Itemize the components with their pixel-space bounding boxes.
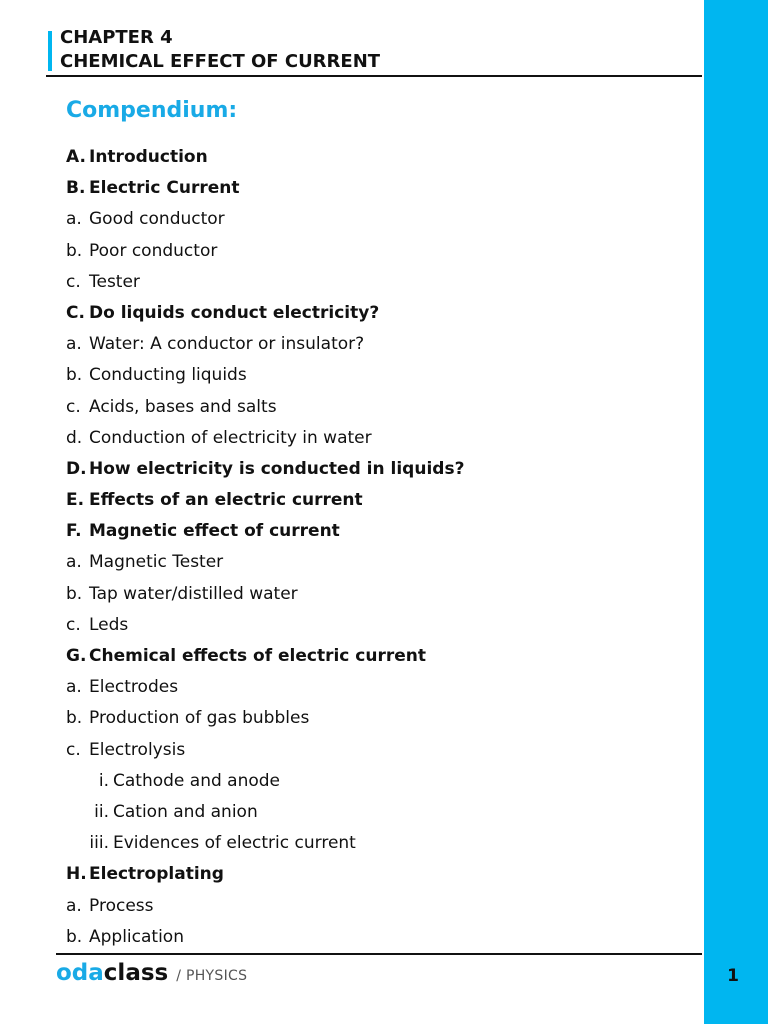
- toc-text: Magnetic Tester: [89, 552, 224, 573]
- footer: [56, 960, 247, 988]
- side-color-bar: [704, 0, 768, 1024]
- toc-entry: [66, 677, 686, 708]
- toc-marker: A.: [66, 147, 86, 167]
- toc-marker: b.: [66, 583, 83, 604]
- toc-entry: [66, 178, 686, 209]
- toc-entry: [66, 490, 686, 521]
- toc-entry: [66, 740, 686, 771]
- toc-marker: i.: [98, 770, 109, 791]
- toc-entry: [66, 303, 686, 334]
- toc-marker: a.: [66, 209, 82, 230]
- toc-marker: b.: [66, 365, 83, 386]
- toc-marker: iii.: [89, 833, 109, 854]
- toc-entry: [66, 708, 686, 739]
- header-accent-bar: [48, 31, 52, 71]
- toc-entry: [66, 864, 686, 895]
- toc-text: Electroplating: [89, 864, 224, 885]
- toc-text: Production of gas bubbles: [89, 708, 310, 729]
- toc-marker: ii.: [94, 801, 109, 822]
- toc-entry: [66, 241, 686, 272]
- toc-entry: [66, 459, 686, 490]
- toc-marker: b.: [66, 240, 83, 261]
- toc-entry: [66, 802, 686, 833]
- toc-marker: a.: [66, 895, 82, 916]
- toc-entry: [66, 584, 686, 615]
- chapter-header: [60, 26, 380, 74]
- toc-text: Conducting liquids: [89, 365, 247, 386]
- toc-entry: [66, 209, 686, 240]
- toc-marker: c.: [66, 396, 81, 417]
- section-heading: Compendium:: [66, 98, 238, 123]
- header-divider: [46, 75, 702, 77]
- toc-marker: b.: [66, 708, 83, 729]
- toc-text: Effects of an electric current: [89, 490, 363, 511]
- toc-text: Leds: [89, 614, 129, 635]
- toc-text: Tap water/distilled water: [89, 583, 298, 604]
- toc-text: Electrolysis: [89, 739, 186, 760]
- toc-marker: H.: [66, 864, 87, 885]
- toc-marker: c.: [66, 271, 81, 292]
- chapter-label: CHAPTER 4: [60, 27, 173, 48]
- toc-text: How electricity is conducted in liquids?: [89, 458, 465, 479]
- toc-marker: C.: [66, 302, 85, 323]
- toc-text: Cation and anion: [113, 801, 258, 822]
- toc-text: Acids, bases and salts: [89, 396, 277, 417]
- toc-entry: [66, 521, 686, 552]
- toc-entry: [66, 365, 686, 396]
- toc-marker: a.: [66, 677, 82, 698]
- toc-entry: [66, 833, 686, 864]
- toc-text: Do liquids conduct electricity?: [89, 302, 380, 323]
- toc-entry: [66, 771, 686, 802]
- table-of-contents: [66, 147, 686, 958]
- brand-logo-class: class: [103, 960, 169, 986]
- subject-label: / PHYSICS: [176, 968, 248, 984]
- toc-entry: [66, 147, 686, 178]
- toc-text: Magnetic effect of current: [89, 521, 340, 542]
- toc-entry: [66, 615, 686, 646]
- toc-marker: E.: [66, 490, 85, 511]
- toc-entry: [66, 428, 686, 459]
- toc-text: Poor conductor: [89, 240, 218, 261]
- toc-entry: [66, 334, 686, 365]
- toc-text: Chemical effects of electric current: [89, 646, 427, 666]
- toc-marker: d.: [66, 427, 83, 448]
- toc-marker: F.: [66, 521, 82, 542]
- toc-text: Application: [89, 926, 184, 947]
- toc-marker: a.: [66, 552, 82, 573]
- toc-entry: [66, 272, 686, 303]
- toc-marker: c.: [66, 614, 81, 635]
- toc-text: Tester: [89, 271, 140, 292]
- toc-marker: G.: [66, 646, 87, 666]
- page-number: 1: [727, 966, 739, 986]
- toc-text: Good conductor: [89, 209, 225, 230]
- toc-text: Electrodes: [89, 677, 179, 698]
- footer-divider: [56, 953, 702, 955]
- toc-marker: b.: [66, 926, 83, 947]
- toc-text: Conduction of electricity in water: [89, 427, 372, 448]
- toc-entry: [66, 646, 686, 677]
- toc-text: Process: [89, 895, 154, 916]
- toc-text: Electric Current: [89, 178, 240, 199]
- toc-entry: [66, 552, 686, 583]
- toc-entry: [66, 896, 686, 927]
- toc-text: Evidences of electric current: [113, 833, 356, 854]
- chapter-title: CHEMICAL EFFECT OF CURRENT: [60, 51, 381, 72]
- toc-marker: B.: [66, 178, 86, 199]
- toc-marker: c.: [66, 739, 81, 760]
- toc-marker: a.: [66, 334, 82, 355]
- toc-text: Cathode and anode: [113, 770, 281, 791]
- brand-logo-oda: oda: [56, 960, 104, 986]
- toc-marker: D.: [66, 458, 87, 479]
- toc-entry: [66, 397, 686, 428]
- toc-text: Introduction: [89, 147, 208, 167]
- toc-text: Water: A conductor or insulator?: [89, 334, 365, 355]
